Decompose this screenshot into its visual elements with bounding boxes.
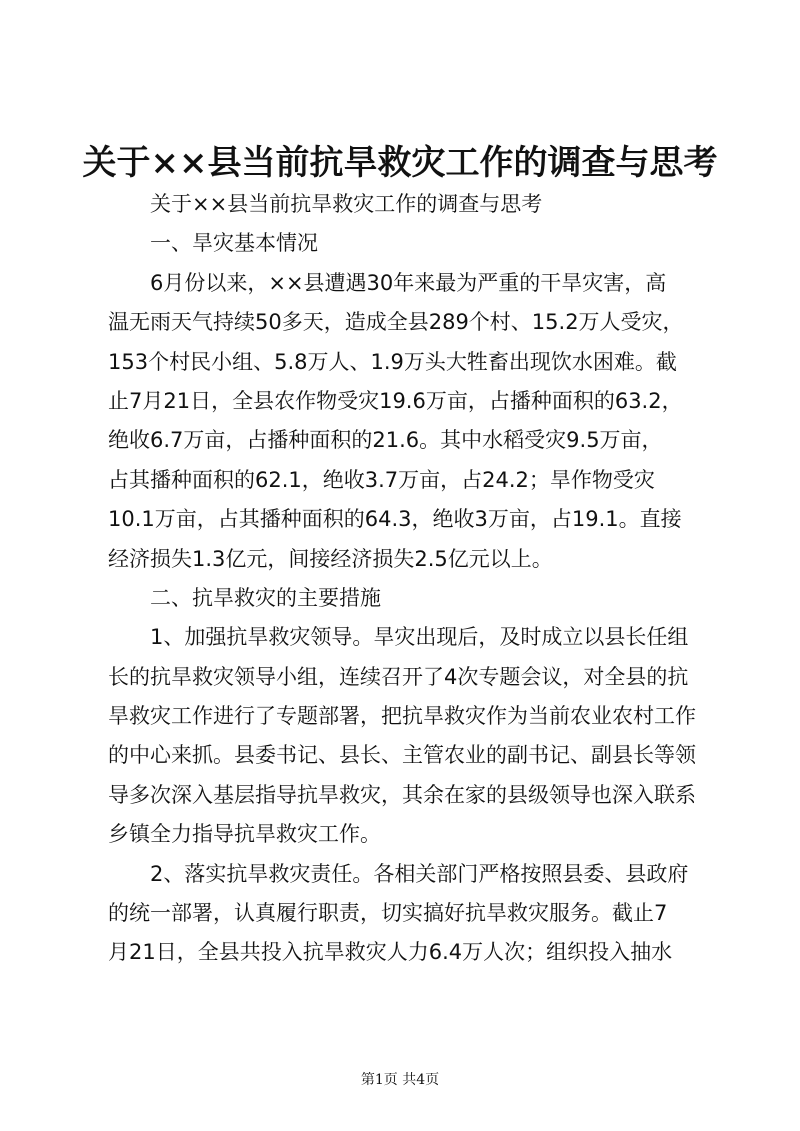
body-line: 2、落实抗旱救灾责任。各相关部门严格按照县委、县政府 xyxy=(150,861,689,886)
body-line: 导多次深入基层指导抗旱救灾，其余在家的县级领导也深入联系 xyxy=(108,782,696,807)
body-line: 一、旱灾基本情况 xyxy=(150,231,318,256)
body-line: 绝收6.7万亩，占播种面积的21.6。其中水稻受灾9.5万亩， xyxy=(108,428,663,453)
body-line: 经济损失1.3亿元，间接经济损失2.5亿元以上。 xyxy=(108,546,553,571)
body-line: 关于××县当前抗旱救灾工作的调查与思考 xyxy=(150,192,543,216)
body-line: 月21日，全县共投入抗旱救灾人力6.4万人次；组织投入抽水 xyxy=(108,940,673,965)
body-line: 6月份以来，××县遭遇30年来最为严重的干旱灾害，高 xyxy=(150,270,667,295)
body-line: 止7月21日，全县农作物受灾19.6万亩，占播种面积的63.2， xyxy=(108,388,683,413)
document-body xyxy=(108,185,714,973)
body-line: 二、抗旱救灾的主要措施 xyxy=(150,585,381,610)
body-line: 10.1万亩，占其播种面积的64.3，绝收3万亩，占19.1。直接 xyxy=(108,507,682,532)
body-line: 的统一部署，认真履行职责，切实搞好抗旱救灾服务。截止7 xyxy=(108,901,668,926)
body-line: 1、加强抗旱救灾领导。旱灾出现后，及时成立以县长任组 xyxy=(150,625,689,650)
body-line: 的中心来抓。县委书记、县长、主管农业的副书记、副县长等领 xyxy=(108,743,696,768)
body-line: 乡镇全力指导抗旱救灾工作。 xyxy=(108,822,381,847)
document-title: 关于××县当前抗旱救灾工作的调查与思考 xyxy=(82,143,718,183)
body-line: 占其播种面积的62.1，绝收3.7万亩，占24.2；旱作物受灾 xyxy=(108,467,655,492)
page-footer: 第1页 共4页 xyxy=(360,1072,440,1088)
body-line: 旱救灾工作进行了专题部署，把抗旱救灾作为当前农业农村工作 xyxy=(108,704,696,729)
body-line: 长的抗旱救灾领导小组，连续召开了4次专题会议，对全县的抗 xyxy=(108,664,689,689)
body-line: 153个村民小组、5.8万人、1.9万头大牲畜出现饮水困难。截 xyxy=(108,349,677,374)
body-line: 温无雨天气持续50多天，造成全县289个村、15.2万人受灾， xyxy=(108,310,684,335)
